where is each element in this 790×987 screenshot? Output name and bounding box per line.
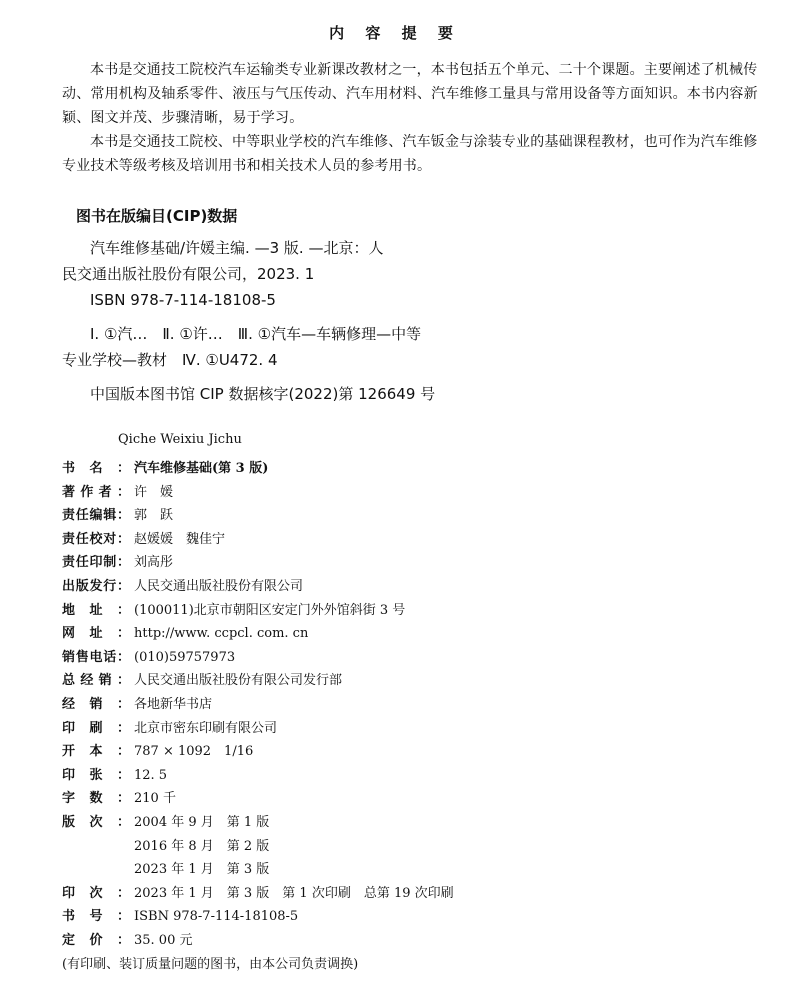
- colophon-row: [62, 858, 742, 882]
- colophon-value: 2016 年 8 月 第 2 版: [134, 838, 270, 854]
- colophon-row: [62, 764, 742, 788]
- colophon-value: 刘高彤: [134, 555, 174, 571]
- colophon-row: [62, 457, 742, 481]
- colophon-label: 书 名 ：: [62, 457, 130, 476]
- colophon-label: 印 次 ：: [62, 882, 130, 901]
- colophon-label: 版 次 ：: [62, 811, 130, 830]
- colophon-label-char: 任: [75, 531, 89, 547]
- colophon-label-char: 经: [62, 696, 76, 712]
- colophon-label: 字 数 ：: [62, 787, 130, 806]
- colophon-label-char: 印: [89, 555, 103, 571]
- colophon-label: 印 张 ：: [62, 764, 130, 783]
- colophon-label-char: 著: [62, 484, 76, 500]
- abstract-paragraph: 本书是交通技工院校、中等职业学校的汽车维修、汽车钣金与涂装专业的基础课程教材，也可作为汽车维修专业技术等级考核及培训用书和相关技术人员的参考用书。: [62, 134, 758, 174]
- colophon-label: 责 任 编 辑 ：: [62, 504, 130, 523]
- colophon-label: 责 任 印 制 ：: [62, 551, 130, 570]
- cip-title: 图书在版编目(CIP)数据: [76, 207, 238, 225]
- colophon-label: 销 售 电 话 ：: [62, 646, 130, 665]
- colophon-label-char: 作: [80, 484, 94, 500]
- colophon-row: [62, 787, 742, 811]
- colophon-label: 著 作 者 ：: [62, 481, 130, 500]
- colophon-label: 印 刷 ：: [62, 717, 130, 736]
- colophon-row: [62, 646, 742, 670]
- colophon-label-char: 地: [62, 602, 76, 618]
- colophon-value: 35. 00 元: [134, 932, 193, 948]
- colophon-label-char: 辑: [103, 508, 117, 524]
- colophon-label: 地 址 ：: [62, 599, 130, 618]
- colophon-label-char: 数: [89, 791, 103, 807]
- colophon-label: 责 任 校 对 ：: [62, 528, 130, 547]
- colophon-label-char: 对: [103, 531, 117, 547]
- colophon-label-char: 任: [75, 508, 89, 524]
- colophon-label: 出 版 发 行 ：: [62, 575, 130, 594]
- colophon-label-char: 版: [62, 814, 76, 830]
- colophon-label-char: 销: [62, 649, 76, 665]
- colophon-value: 郭 跃: [134, 508, 174, 524]
- colophon-label-char: 出: [62, 578, 76, 594]
- colophon-row: [62, 622, 742, 646]
- colophon-row: [62, 835, 742, 859]
- colophon-label-char: 印: [62, 767, 76, 783]
- colophon-label-char: 印: [62, 885, 76, 901]
- colophon-value: 2023 年 1 月 第 3 版: [134, 862, 270, 878]
- colophon-label-char: 定: [62, 932, 76, 948]
- cip-line: 专业学校—教材 Ⅳ. ①U472. 4: [62, 351, 278, 369]
- colophon-label: 开 本 ：: [62, 740, 130, 759]
- colophon-label-char: 校: [89, 531, 103, 547]
- book-title-pinyin: Qiche Weixiu Jichu: [118, 432, 242, 447]
- colophon-label-char: 发: [89, 578, 103, 594]
- colophon-value: 人民交通出版社股份有限公司: [134, 578, 304, 594]
- colophon-value: 赵媛媛 魏佳宁: [134, 531, 226, 547]
- cip-line: 汽车维修基础/许媛主编. —3 版. —北京：人: [90, 239, 384, 257]
- cip-data: [62, 235, 532, 407]
- colophon-label-char: 话: [103, 649, 117, 665]
- colophon-label-char: 行: [103, 578, 117, 594]
- colophon-row: [62, 929, 742, 953]
- colophon-row: [62, 693, 742, 717]
- colophon-label-char: 制: [103, 555, 117, 571]
- colophon-value: 787 × 1092 1/16: [134, 744, 254, 760]
- colophon-label-char: 号: [89, 909, 103, 925]
- colophon-label-char: 价: [89, 932, 103, 948]
- colophon-row: [62, 882, 742, 906]
- colophon-label: 总 经 销 ：: [62, 669, 130, 688]
- colophon-value: http://www. ccpcl. com. cn: [134, 626, 309, 642]
- colophon-label-char: 名: [89, 461, 103, 476]
- colophon-value: 许 媛: [134, 484, 174, 500]
- colophon-row: [62, 717, 742, 741]
- colophon-label-char: 电: [89, 649, 103, 665]
- colophon-label-char: 印: [62, 720, 76, 736]
- colophon-value: 各地新华书店: [134, 696, 213, 712]
- colophon-label-char: 版: [75, 578, 89, 594]
- colophon-label-char: 字: [62, 791, 76, 807]
- colophon-label-char: 销: [98, 673, 112, 689]
- cip-isbn: ISBN 978-7-114-18108-5: [90, 291, 276, 309]
- colophon-label-char: 任: [75, 555, 89, 571]
- colophon-row: [62, 551, 742, 575]
- colophon-table: [62, 457, 742, 952]
- colophon-label-char: 销: [89, 696, 103, 712]
- abstract-title: 内 容 提 要: [329, 24, 461, 42]
- colophon-value: 汽车维修基础(第 3 版): [134, 461, 269, 476]
- colophon-value: (010)59757973: [134, 649, 236, 665]
- colophon-label-char: 书: [62, 909, 76, 925]
- colophon-label-char: 址: [89, 626, 103, 642]
- colophon-label-char: 次: [89, 885, 103, 901]
- colophon-value: 12. 5: [134, 767, 168, 783]
- abstract-text: [62, 58, 762, 178]
- colophon-value: 北京市密东印刷有限公司: [134, 720, 278, 736]
- quality-notice: (有印刷、装订质量问题的图书，由本公司负责调换): [62, 957, 359, 972]
- colophon-label: 经 销 ：: [62, 693, 130, 712]
- colophon-label: 网 址 ：: [62, 622, 130, 641]
- colophon-row: [62, 504, 742, 528]
- cip-line: Ⅰ. ①汽… Ⅱ. ①许… Ⅲ. ①汽车—车辆修理—中等: [90, 325, 422, 343]
- colophon-label-char: 编: [89, 508, 103, 524]
- colophon-label: 书 号 ：: [62, 905, 130, 924]
- colophon-label-char: 责: [62, 555, 76, 571]
- colophon-row: [62, 905, 742, 929]
- colophon-value: ISBN 978-7-114-18108-5: [134, 909, 299, 925]
- colophon-label-char: 者: [98, 484, 112, 500]
- colophon-row: [62, 669, 742, 693]
- colophon-row: [62, 599, 742, 623]
- colophon-label: 定 价 ：: [62, 929, 130, 948]
- colophon-value: 210 千: [134, 791, 176, 807]
- colophon-label-char: 址: [89, 602, 103, 618]
- colophon-value: 2023 年 1 月 第 3 版 第 1 次印刷 总第 19 次印刷: [134, 885, 454, 901]
- colophon-row: [62, 811, 742, 835]
- colophon-row: [62, 740, 742, 764]
- colophon-label-char: 刷: [89, 720, 103, 736]
- colophon-row: [62, 481, 742, 505]
- colophon-value: (100011)北京市朝阳区安定门外外馆斜街 3 号: [134, 602, 406, 618]
- colophon-value: 2004 年 9 月 第 1 版: [134, 814, 270, 830]
- abstract-paragraph: 本书是交通技工院校汽车运输类专业新课改教材之一，本书包括五个单元、二十个课题。主要阐述了机械传动、常用机构及轴系零件、液压与气压传动、汽车用材料、汽车维修工量具与常用设备等方面知识。本书内容新颖、图文并茂、步骤清晰，易于学习。: [62, 62, 758, 126]
- colophon-label-char: 开: [62, 744, 76, 760]
- colophon-label-char: 本: [89, 744, 103, 760]
- colophon-label-char: 网: [62, 626, 76, 642]
- colophon-label-char: 书: [62, 461, 76, 476]
- cip-record-number: 中国版本图书馆 CIP 数据核字(2022)第 126649 号: [90, 385, 436, 403]
- colophon-row: [62, 575, 742, 599]
- colophon-label-char: 经: [80, 673, 94, 689]
- colophon-label-char: 责: [62, 531, 76, 547]
- colophon-label-char: 张: [89, 767, 103, 783]
- colophon-value: 人民交通出版社股份有限公司发行部: [134, 673, 343, 689]
- colophon-label-char: 责: [62, 508, 76, 524]
- colophon-label-char: 总: [62, 673, 76, 689]
- colophon-label-char: 次: [89, 814, 103, 830]
- cip-line: 民交通出版社股份有限公司，2023. 1: [62, 265, 315, 283]
- colophon-row: [62, 528, 742, 552]
- colophon-label-char: 售: [75, 649, 89, 665]
